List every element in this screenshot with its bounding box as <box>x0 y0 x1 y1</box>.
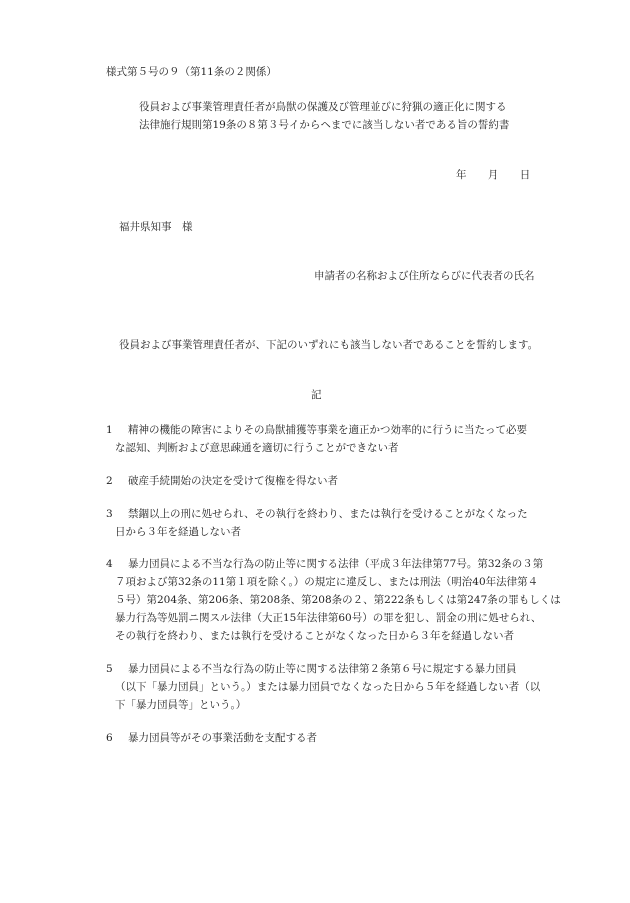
item-number: 5 <box>106 663 113 675</box>
item-number: 3 <box>106 508 113 520</box>
list-item <box>106 505 536 541</box>
item-text-line: その執行を終わり、または執行を受けることがなくなった日から３年を経過しない者 <box>115 630 514 642</box>
pledge-statement: 役員および事業管理責任者が、下記のいずれにも該当しない者であることを誓約します。 <box>119 339 539 351</box>
item-text-line: ７項および第32条の11第１項を除く。）の規定に違反し、または刑法（明治40年法律第４ <box>115 576 539 588</box>
item-number: 2 <box>106 475 113 487</box>
document-title-line-2: 法律施行規則第19条の８第３号イからヘまでに該当しない者である旨の誓約書 <box>139 119 510 131</box>
document-title-line-1: 役員および事業管理責任者が鳥獣の保護及び管理並びに狩猟の適正化に関する <box>139 101 507 113</box>
item-text-line: 禁錮以上の刑に処せられ、その執行を終わり、または執行を受けることがなくなった <box>128 508 528 520</box>
date-day-label: 日 <box>519 169 531 181</box>
item-text-line: 暴力行為等処罰ニ関スル法律（大正15年法律第60号）の罪を犯し、罰金の刑に処せられ、 <box>115 612 542 624</box>
item-text-line: 下「暴力団員等」という。） <box>115 699 247 711</box>
item-text-line: 日から３年を経過しない者 <box>115 526 241 538</box>
applicant-label: 申請者の名称および住所ならびに代表者の氏名 <box>314 270 535 282</box>
item-number: 6 <box>106 732 113 744</box>
list-item <box>106 421 536 457</box>
date-year-label: 年 <box>456 169 467 181</box>
item-number: 1 <box>106 424 113 436</box>
item-text-line: 破産手続開始の決定を受けて復権を得ない者 <box>128 475 338 487</box>
ki-heading: 記 <box>311 389 322 401</box>
recipient: 福井県知事 様 <box>119 221 193 233</box>
item-text-line: 暴力団員による不当な行為の防止等に関する法律第２条第６号に規定する暴力団員 <box>128 663 517 675</box>
item-text-line: 精神の機能の障害によりその鳥獣捕獲等事業を適正かつ効率的に行うに当たって必要 <box>128 424 527 436</box>
form-number: 様式第５号の９（第11条の２関係） <box>106 66 277 78</box>
date-field <box>456 170 530 181</box>
list-item <box>106 472 536 490</box>
list-item <box>106 660 541 714</box>
date-month-label: 月 <box>487 169 499 181</box>
item-text-line: 暴力団員による不当な行為の防止等に関する法律（平成３年法律第77号。第32条の３第 <box>128 558 544 570</box>
item-text-line: （以下「暴力団員」という。）または暴力団員でなくなった日から５年を経過しない者（以 <box>115 681 541 693</box>
item-number: 4 <box>106 558 113 570</box>
item-text-line: な認知、判断および意思疎通を適切に行うことができない者 <box>115 442 399 454</box>
list-item <box>106 729 536 747</box>
item-text-line: 暴力団員等がその事業活動を支配する者 <box>128 732 317 744</box>
item-text-line: ５号）第204条、第206条、第208条、第208条の２、第222条もしくは第247条の罪もしくは <box>115 594 561 606</box>
list-item <box>106 555 561 645</box>
